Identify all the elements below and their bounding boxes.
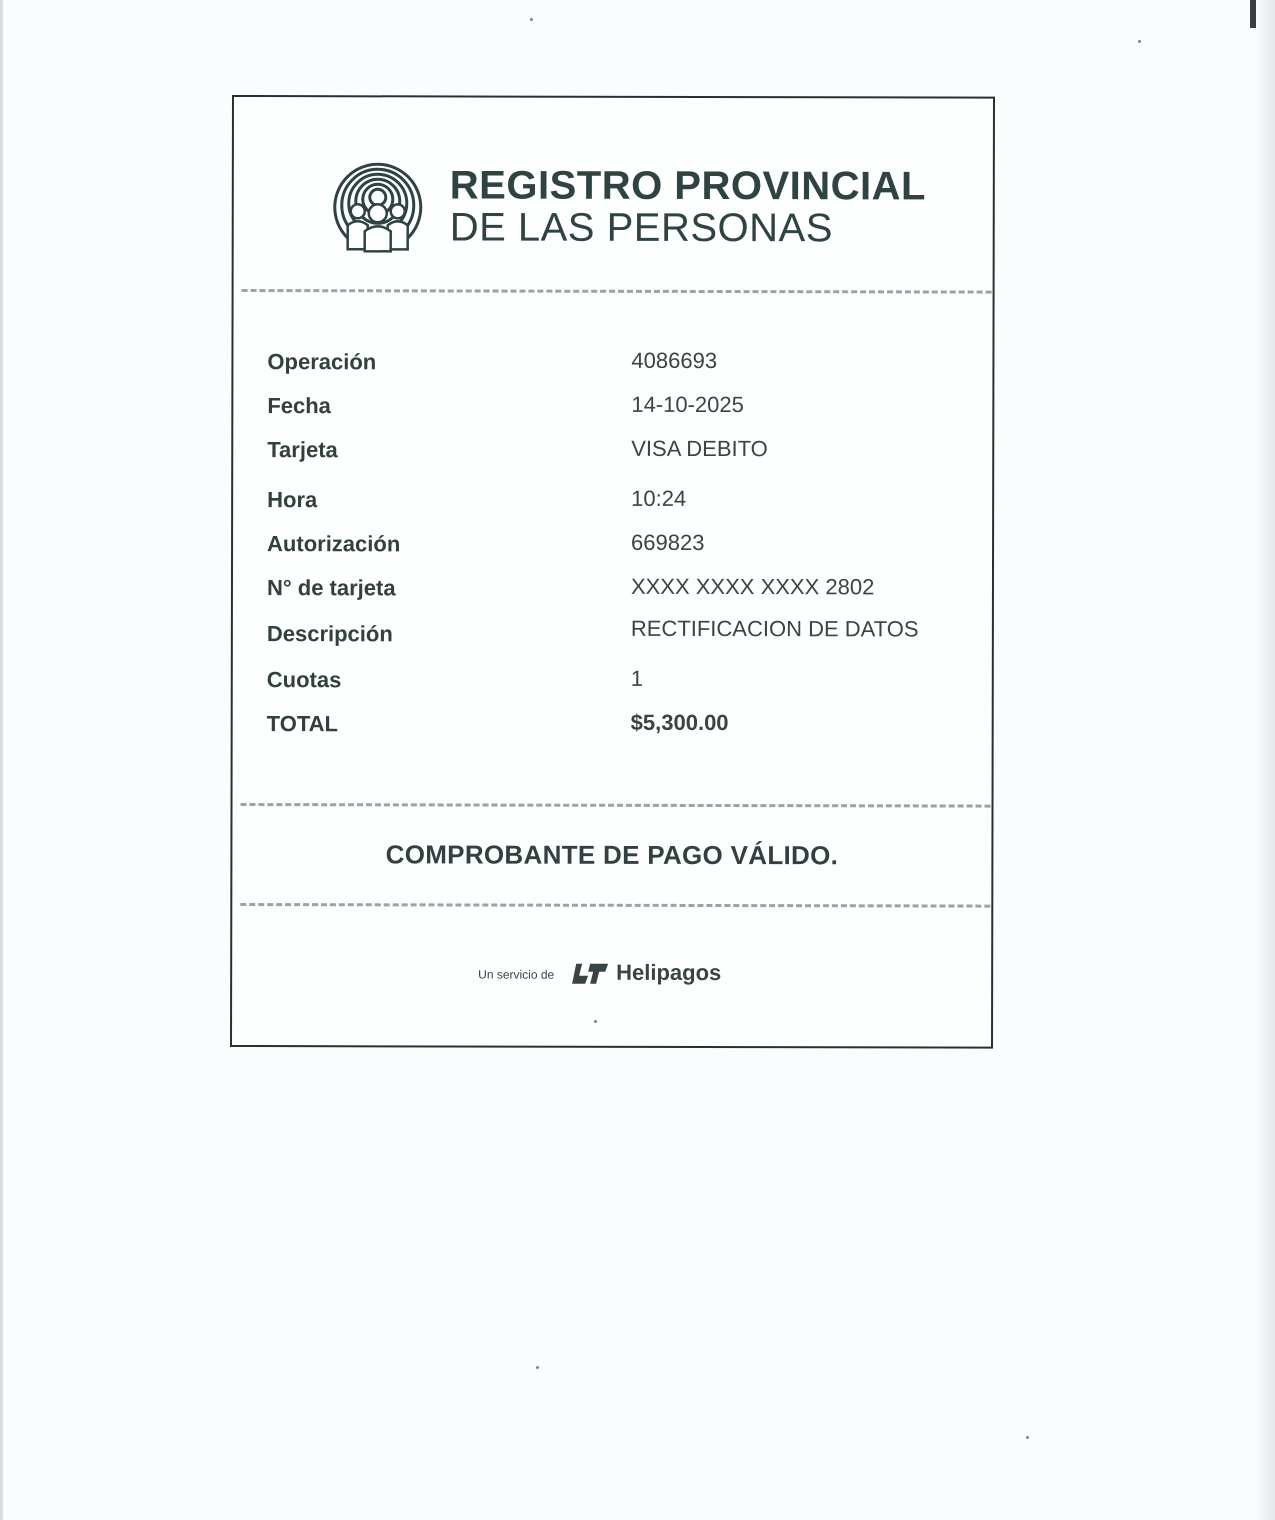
- detail-label: Fecha: [267, 393, 331, 419]
- scan-speck: [594, 1020, 597, 1023]
- detail-row-autorizacion: [267, 531, 967, 562]
- scan-speck: [1138, 40, 1141, 43]
- footer-branding: [478, 960, 778, 991]
- detail-row-fecha: [267, 393, 967, 424]
- detail-row-numero-tarjeta: [267, 575, 967, 606]
- footer-prefix: Un servicio de: [478, 967, 555, 982]
- detail-value: RECTIFICACION DE DATOS: [630, 615, 919, 642]
- scan-speck: [530, 18, 533, 21]
- receipt-details: [266, 347, 967, 737]
- detail-value: 669823: [631, 529, 705, 555]
- detail-value: $5,300.00: [630, 709, 729, 736]
- fingerprint-people-logo-icon: [332, 161, 424, 253]
- scan-edge-mark: [1250, 0, 1256, 28]
- dashed-divider: [242, 289, 992, 294]
- detail-label: Autorización: [267, 531, 401, 557]
- scan-edge-left: [0, 0, 3, 1520]
- detail-row-descripcion: [266, 615, 967, 652]
- detail-value: 4086693: [631, 347, 718, 374]
- header-title-line-1: REGISTRO PROVINCIAL: [449, 163, 927, 209]
- detail-label: Cuotas: [266, 667, 342, 693]
- detail-row-hora: [267, 487, 967, 518]
- detail-row-cuotas: [267, 667, 967, 698]
- detail-value: 14-10-2025: [631, 391, 744, 418]
- detail-row-tarjeta: [267, 437, 967, 468]
- detail-value: 1: [630, 665, 644, 691]
- dashed-divider: [240, 903, 990, 908]
- helipagos-logo-icon: [570, 962, 610, 986]
- receipt-header: [332, 159, 932, 256]
- dashed-divider: [241, 803, 991, 808]
- detail-label: Operación: [267, 349, 377, 375]
- detail-row-total: [267, 711, 967, 742]
- scan-speck: [536, 1366, 539, 1369]
- helipagos-brand-name: Helipagos: [616, 959, 722, 986]
- detail-value: VISA DEBITO: [631, 435, 768, 462]
- detail-label: TOTAL: [266, 711, 339, 737]
- scan-edge-right: [1253, 0, 1275, 1520]
- detail-row-operacion: [267, 349, 967, 380]
- valid-payment-message: COMPROBANTE DE PAGO VÁLIDO.: [385, 839, 839, 871]
- detail-value: XXXX XXXX XXXX 2802: [630, 573, 875, 600]
- detail-label: Descripción: [266, 621, 393, 647]
- scan-speck: [1026, 1436, 1029, 1439]
- detail-label: Hora: [267, 487, 318, 513]
- detail-label: Tarjeta: [267, 437, 338, 463]
- header-title-line-2: DE LAS PERSONAS: [449, 205, 833, 251]
- payment-receipt: [230, 95, 995, 1049]
- detail-value: 10:24: [631, 485, 687, 511]
- detail-label: N° de tarjeta: [266, 575, 396, 601]
